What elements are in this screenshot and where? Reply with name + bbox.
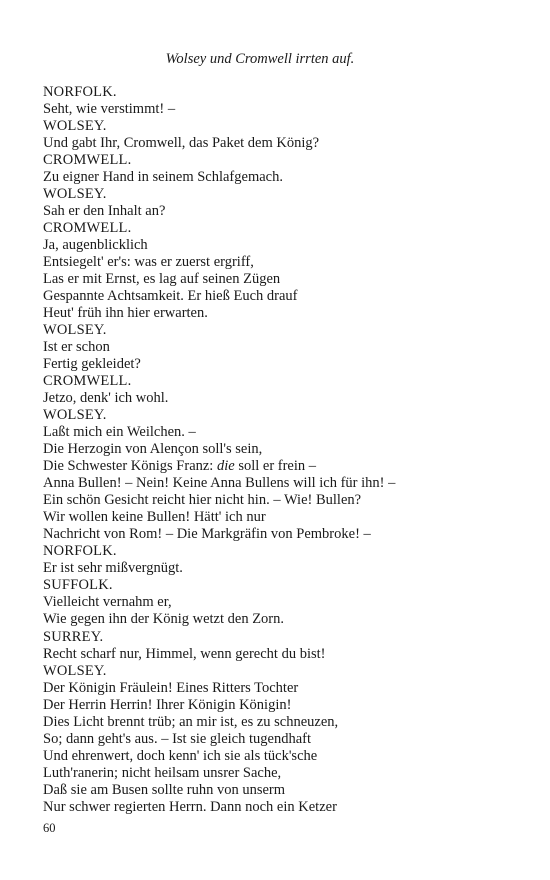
verse-text: Ein schön Gesicht reicht hier nicht hin. – Wie! Bullen? [43, 492, 362, 509]
verse-line [43, 390, 533, 407]
verse-text: Und ehrenwert, doch kenn' ich sie als tück'sche [43, 747, 318, 764]
verse-text: Der Königin Fräulein! Eines Ritters Tochter [43, 679, 299, 696]
verse-line [43, 424, 533, 441]
verse-text: Vielleicht vernahm er, [43, 594, 172, 611]
verse-line [43, 594, 533, 611]
speaker-name [43, 373, 533, 390]
speaker-name [43, 629, 533, 646]
speaker-name [43, 186, 533, 203]
verse-text: Seht, wie verstimmt! – [43, 101, 176, 118]
speaker-name [43, 152, 533, 169]
verse-line [43, 101, 533, 118]
speaker-label: WOLSEY. [43, 407, 107, 424]
verse-line [43, 271, 533, 288]
verse-line [43, 237, 533, 254]
speaker-label: NORFOLK. [43, 543, 117, 560]
verse-line [43, 203, 533, 220]
verse-line [43, 714, 533, 731]
verse-text: Gespannte Achtsamkeit. Er hieß Euch drauf [43, 288, 298, 305]
verse-line [43, 782, 533, 799]
verse-text: Ist er schon [43, 339, 110, 356]
verse-text: Luth'ranerin; nicht heilsam unsrer Sache, [43, 764, 282, 781]
verse-text: Er ist sehr mißvergnügt. [43, 560, 183, 577]
verse-text: Zu eigner Hand in seinem Schlafgemach. [43, 169, 283, 186]
verse-line [43, 135, 533, 152]
verse-text: Ja, augenblicklich [43, 237, 148, 254]
speaker-label: CROMWELL. [43, 220, 132, 237]
verse-line [43, 526, 533, 543]
verse-line [43, 509, 533, 526]
stage-direction: Wolsey und Cromwell irrten auf. [165, 51, 355, 67]
verse-text: Die Herzogin von Alençon soll's sein, [43, 441, 263, 458]
verse-line [43, 731, 533, 748]
verse-text: Fertig gekleidet? [43, 356, 141, 373]
speaker-name [43, 220, 533, 237]
verse-text: Wie gegen ihn der König wetzt den Zorn. [43, 611, 285, 628]
verse-line [43, 169, 533, 186]
verse-text: Nachricht von Rom! – Die Markgräfin von Pembroke! – [43, 526, 371, 543]
speaker-name [43, 84, 533, 101]
verse-text: Der Herrin Herrin! Ihrer Königin Königin! [43, 696, 292, 713]
verse-line [43, 680, 533, 697]
speaker-label: NORFOLK. [43, 84, 117, 100]
speaker-label: SURREY. [43, 628, 104, 645]
verse-line [43, 492, 533, 509]
verse-line [43, 748, 533, 765]
verse-text: Entsiegelt' er's: was er zuerst ergriff, [43, 254, 254, 271]
play-text [43, 84, 533, 816]
speaker-label: SUFFOLK. [43, 577, 113, 594]
speaker-name [43, 322, 533, 339]
verse-line [43, 611, 533, 628]
verse-line [43, 441, 533, 458]
verse-text: Recht scharf nur, Himmel, wenn gerecht du bist! [43, 645, 326, 662]
verse-line [43, 305, 533, 322]
verse-line [43, 560, 533, 577]
verse-text: Laßt mich ein Weilchen. – [43, 424, 196, 441]
speaker-label: WOLSEY. [43, 186, 107, 203]
verse-text: Las er mit Ernst, es lag auf seinen Zügen [43, 271, 281, 288]
verse-text: Wir wollen keine Bullen! Hätt' ich nur [43, 509, 266, 526]
verse-line [43, 356, 533, 373]
verse-text: Und gabt Ihr, Cromwell, das Paket dem König? [43, 135, 320, 152]
verse-text: Anna Bullen! – Nein! Keine Anna Bullens will ich für ihn! – [43, 475, 396, 492]
verse-text: Die Schwester Königs Franz: [43, 458, 217, 475]
verse-line [43, 646, 533, 663]
verse-line [43, 799, 533, 816]
verse-text: Daß sie am Busen sollte ruhn von unserm [43, 781, 286, 798]
verse-text: So; dann geht's aus. – Ist sie gleich tugendhaft [43, 730, 311, 747]
verse-text: Nur schwer regierten Herrn. Dann noch ein Ketzer [43, 798, 337, 815]
speaker-name [43, 118, 533, 135]
speaker-label: CROMWELL. [43, 152, 132, 169]
speaker-name [43, 543, 533, 560]
speaker-name [43, 577, 533, 594]
verse-text-continued: soll er frein – [234, 458, 317, 475]
speaker-label: CROMWELL. [43, 373, 132, 390]
verse-text: Heut' früh ihn hier erwarten. [43, 305, 208, 322]
speaker-name [43, 663, 533, 680]
verse-text: Jetzo, denk' ich wohl. [43, 390, 169, 407]
verse-line [43, 458, 533, 475]
verse-line [43, 765, 533, 782]
speaker-label: WOLSEY. [43, 322, 107, 339]
verse-line [43, 697, 533, 714]
verse-text: Dies Licht brennt trüb; an mir ist, es zu schneuzen, [43, 713, 339, 730]
verse-line [43, 288, 533, 305]
emphasis-text: die [216, 458, 235, 475]
verse-text: Sah er den Inhalt an? [43, 203, 166, 220]
verse-line [43, 475, 533, 492]
page-number: 60 [43, 821, 56, 835]
verse-line [43, 254, 533, 271]
speaker-label: WOLSEY. [43, 118, 107, 135]
verse-line [43, 339, 533, 356]
speaker-label: WOLSEY. [43, 662, 107, 679]
speaker-name [43, 407, 533, 424]
